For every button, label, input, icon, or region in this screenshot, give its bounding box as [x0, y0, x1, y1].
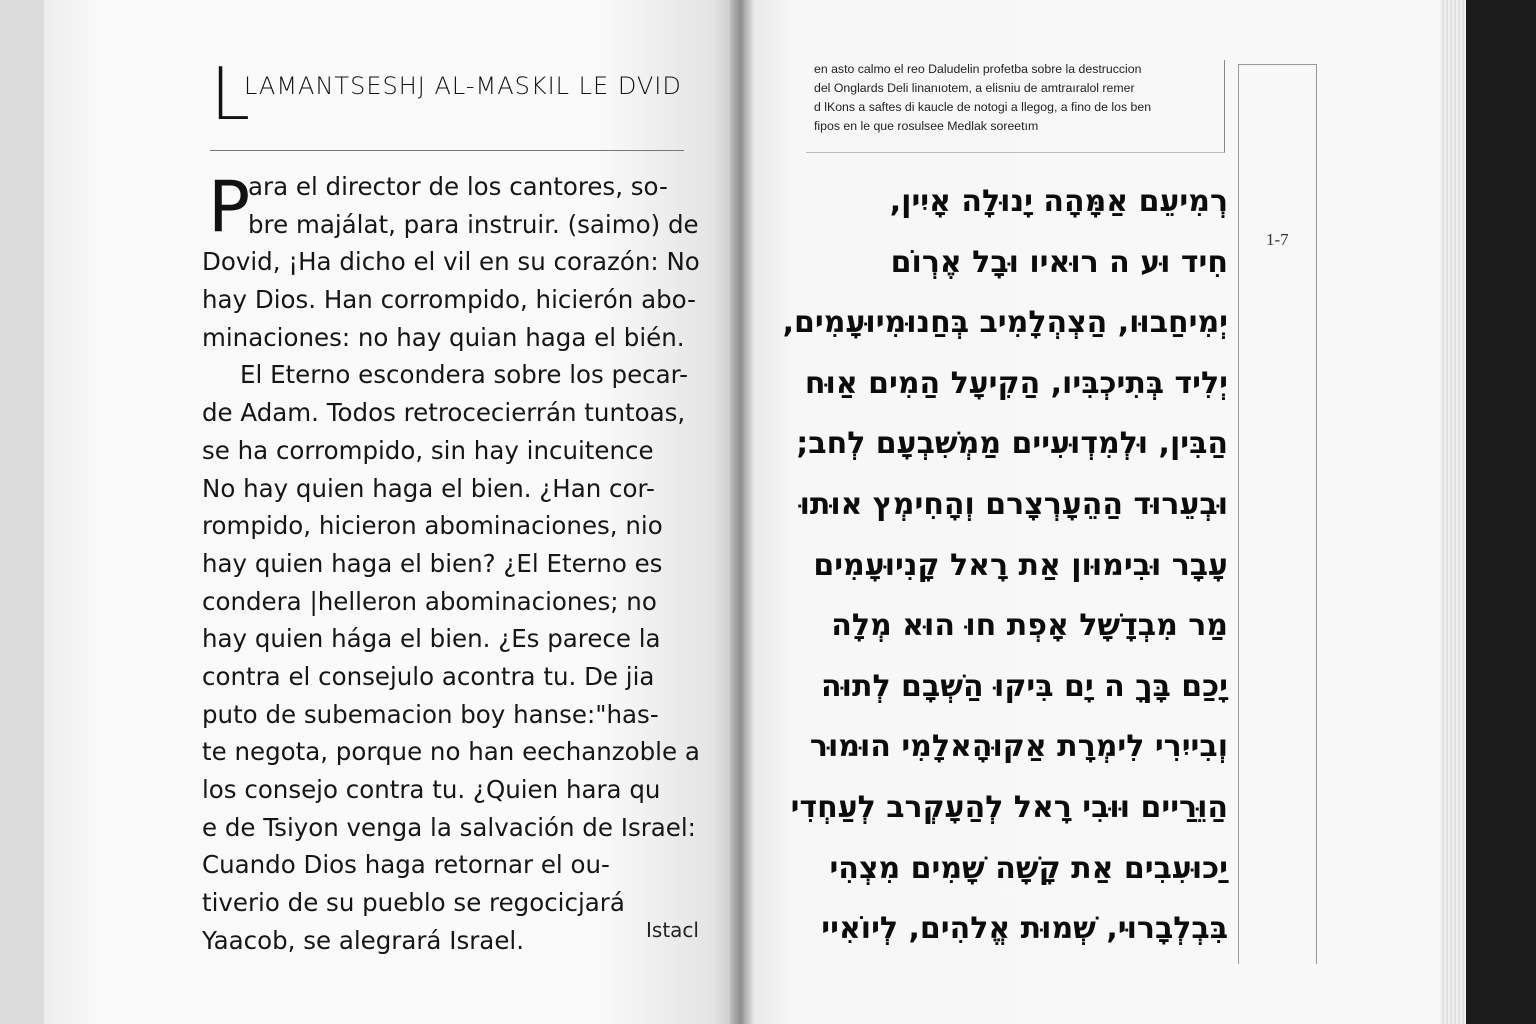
summary-box [806, 60, 1225, 153]
chapter-heading [210, 52, 690, 136]
hebrew-line: יְלִיד בְּתִיכְבִּיו, הַקִיעָל הַמִים אַוּח [804, 365, 1228, 401]
body-line-text: minaciones: no hay quian haga el bién. [202, 322, 685, 352]
body-line-text: El Eterno escondera sobre los pecar- [240, 360, 689, 390]
hebrew-line: וּבְעֵרוּד הַהֵעָרְצָרם וְהָחִימְץ אוּתוּ [799, 486, 1228, 522]
hebrew-text [782, 172, 1228, 960]
body-line [202, 243, 702, 281]
body-line-text: Yaacob, se alegrará Israel. [202, 925, 524, 955]
body-text [202, 168, 702, 959]
margin-rule-left [1238, 64, 1239, 964]
body-line-text: ara el director de los cantores, so- [248, 172, 668, 201]
summary-line: en asto calmo el reo Daludelin profetba sobre la destruccion [814, 62, 1142, 76]
body-line-text: bre majálat, para instruir. (saimo) de [248, 209, 699, 239]
body-line-text: hay quien hága el bien. ¿Es parece la [202, 624, 661, 654]
body-line-text: rompido, hicieron abominaciones, nio [202, 511, 663, 541]
hebrew-line: בִּבְלְבָרוּי, שְׁמוּת אֱלהִים, לְיוֹאִיי [821, 911, 1228, 947]
hebrew-line: רְמִיעֵם אַמָּהָה יָנוּלָה אָיִין, [889, 184, 1228, 219]
body-line-text: hay Dios. Han corrompido, hicierón abo- [202, 285, 696, 315]
body-line-text: No hay quien haga el bien. ¿Han cor- [202, 473, 655, 503]
hebrew-line: חִיד וּע ה רוּאיו וּבָל אֶרְוֹם [890, 244, 1228, 280]
hebrew-line: הַבִּין, וּלְמִדְוּעִיים מַמְשִׁבְעָם לְחב; [796, 426, 1228, 462]
body-line-text: tiverio de su pueblo se regocicjará [202, 888, 625, 918]
body-line-text: condera |helleron abominaciones; no [202, 586, 657, 616]
body-line [202, 432, 702, 470]
body-line [202, 356, 702, 394]
body-line [202, 470, 702, 508]
drop-cap: P [208, 166, 251, 248]
book-gutter [730, 0, 754, 1024]
body-line-text: e de Tsiyon venga la salvación de Israel: [202, 812, 696, 842]
body-line-text: Dovid, ¡Ha dicho el vil en su corazón: No [202, 247, 700, 277]
body-line [202, 281, 702, 319]
body-line [202, 394, 702, 432]
body-line [202, 507, 702, 545]
body-line [202, 658, 702, 696]
hebrew-line: הַוֵּרַיים וּוּבִי רָאל לְהַעָקְרב לְעַחְדִי [790, 789, 1228, 825]
margin-top-rule [1238, 64, 1316, 65]
body-line [202, 696, 702, 734]
body-line [202, 620, 702, 658]
body-line-text: se ha corrompido, sin hay incuitence [202, 435, 654, 465]
hebrew-line: יַכוּעִבִים אַת קָשָׁה שָׁמִים מִצְהִי [829, 850, 1228, 886]
heading-initial: L [210, 52, 251, 136]
verse-reference: 1-7 [1266, 230, 1289, 249]
body-line [202, 771, 702, 809]
backdrop-right [1466, 0, 1536, 1024]
body-line [202, 922, 702, 960]
body-line-text: de Adam. Todos retrocecierrán tuntoas, [202, 398, 686, 428]
backdrop-left [0, 0, 44, 1024]
body-line [202, 884, 702, 922]
chapter-title: LAMANTSESHJ AL-MASKIL LE DVID [244, 72, 682, 100]
body-line [202, 733, 702, 771]
body-line-text: hay quien haga el bien? ¿El Eterno es [202, 548, 663, 578]
hebrew-line: עָבָר וּבִימוּון אַת רָאל קָנִיוּעָמִים [813, 547, 1228, 583]
summary-line: d lKons a saftes di kaucle de notogi a llegog, a fino de los ben [814, 100, 1152, 114]
summary-line: fipos en le que rosulsee Medlak soreetım [814, 119, 1039, 133]
marginal-note: Istacl [646, 918, 699, 942]
body-line [202, 168, 702, 206]
hebrew-line: מַר מִבְדָשָׁל אָפְת חוּ הוּא מְלָה [831, 608, 1228, 644]
body-line [202, 583, 702, 621]
summary-line: del Onglards Deli linanıotem, a elisniu de amtraıralol remer [814, 81, 1135, 95]
hebrew-line: יָכַם בָּךָ ה יָם בִּיקוּ הַשְׁבָם לְתוּה [821, 668, 1228, 704]
body-line-text: puto de subemacion boy hanse:"has- [202, 699, 659, 729]
body-line-text: Cuando Dios haga retornar el ou- [202, 850, 610, 880]
body-line-text: contra el consejulo acontra tu. De jia [202, 661, 655, 691]
body-line [202, 846, 702, 884]
body-line-text: los consejo contra tu. ¿Quien hara qu [202, 775, 661, 804]
hebrew-line: יְמִיחַבוּו, הַצְהְלָמִיב בְּחַנוּמִיוּעָמִים, [782, 305, 1228, 341]
body-line-text: te negota, porque no han eechanzoble a [202, 737, 700, 767]
margin-rule-right [1316, 64, 1317, 964]
hebrew-line: וְבִייִרִי לִימְרָת אַקוּהָאלָמִי הוּמוּר [809, 729, 1228, 765]
heading-rule [210, 150, 684, 151]
body-line [202, 809, 702, 847]
body-line [202, 319, 702, 357]
body-line [202, 545, 702, 583]
body-line [202, 206, 702, 244]
